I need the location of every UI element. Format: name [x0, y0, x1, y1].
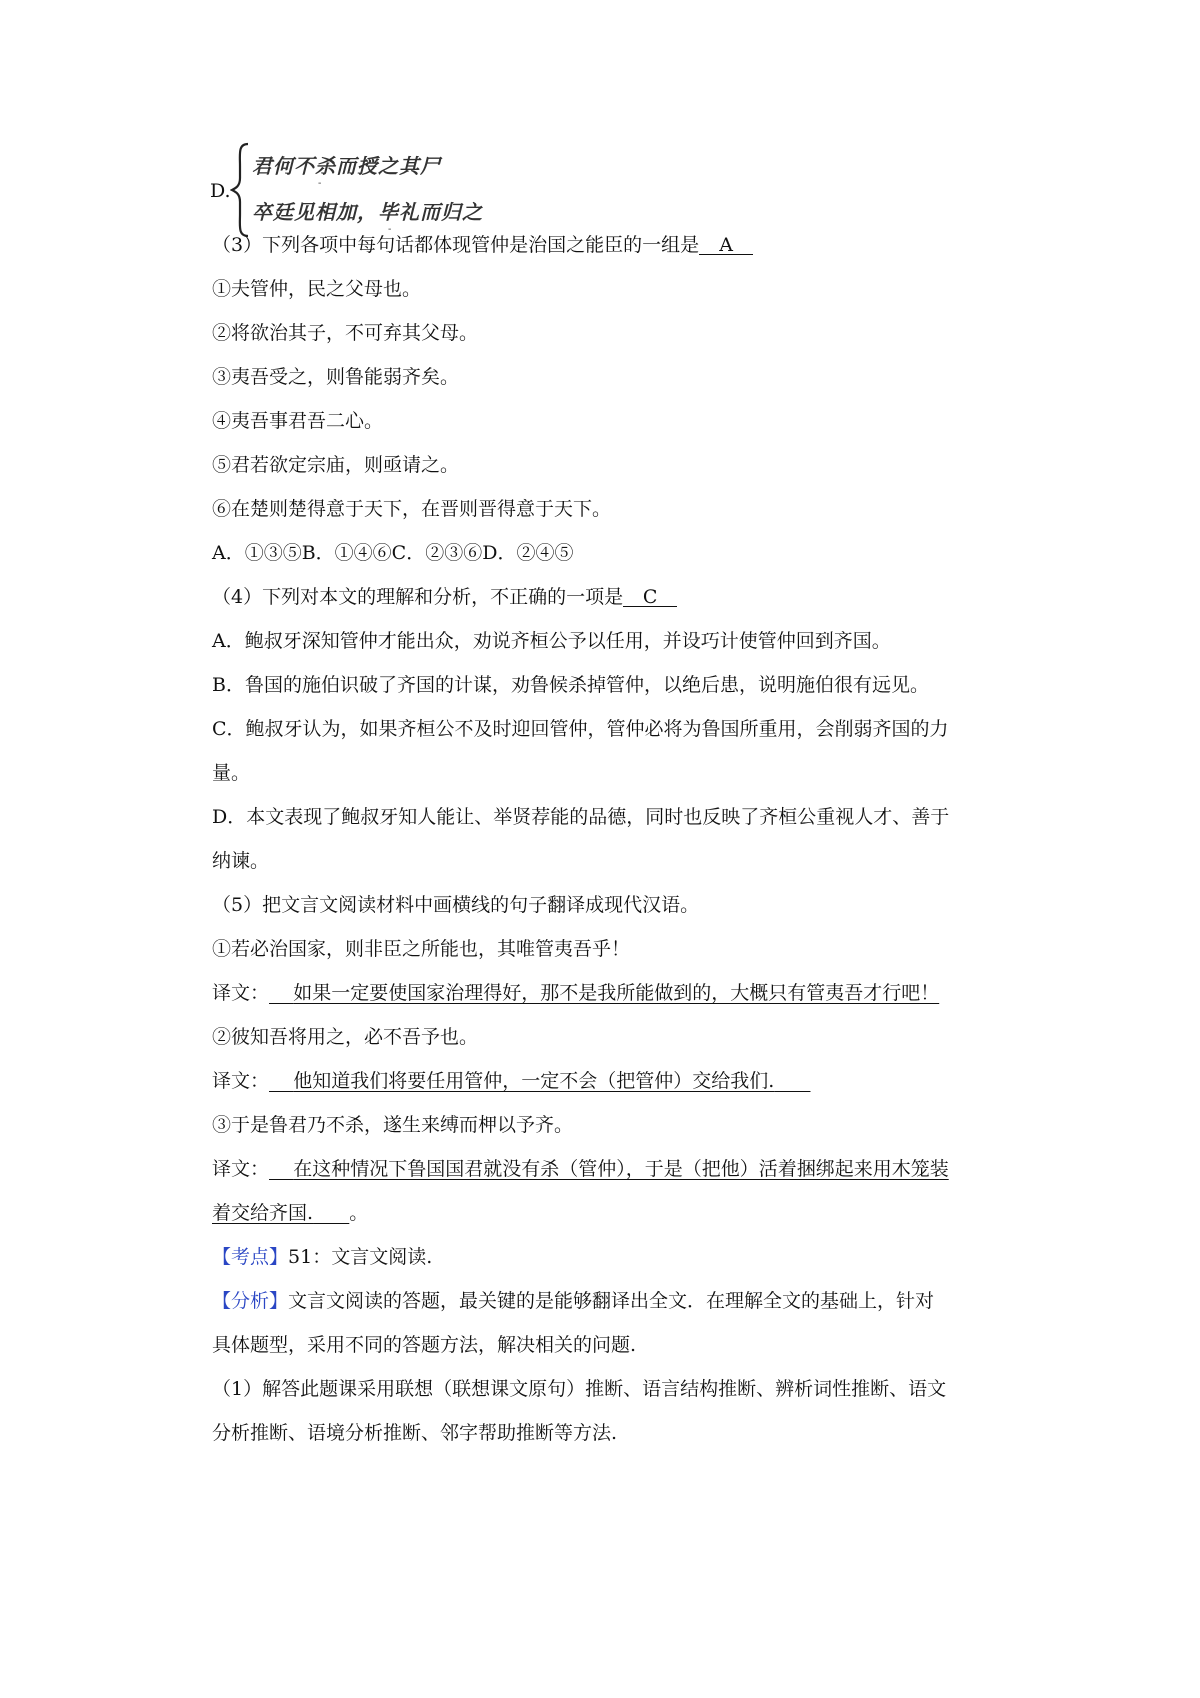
q3-item-3: ③夷吾受之，则鲁能弱齐矣。	[212, 366, 460, 388]
q5-translation-3-line-2	[212, 1200, 368, 1226]
kaodian-text: 51：文言文阅读.	[288, 1246, 433, 1268]
q4-answer	[623, 584, 677, 607]
translation-1	[269, 982, 939, 1004]
q3-item-5: ⑤君若欲定宗庙，则亟请之。	[212, 454, 460, 476]
option-d-line-1: 君何不杀而授之其尸	[252, 154, 441, 178]
q4-answer-text: C	[642, 586, 658, 608]
translation-3	[269, 1158, 949, 1180]
translation-label: 译文：	[212, 982, 270, 1004]
q3-item-2: ②将欲治其子，不可弃其父母。	[212, 322, 479, 344]
kaodian-line	[212, 1244, 432, 1270]
q5-sentence-2: ②彼知吾将用之，必不吾予也。	[212, 1026, 479, 1048]
translation-2-text: 他知道我们将要任用管仲，一定不会（把管仲）交给我们.	[293, 1070, 775, 1092]
fenxi-para-2-line-1: （1）解答此题课采用联想（联想课文原句）推断、语言结构推断、辨析词性推断、语文	[212, 1378, 947, 1400]
q3-item-6: ⑥在楚则楚得意于天下，在晋则晋得意于天下。	[212, 498, 612, 520]
emphasis-dot: -	[388, 224, 392, 235]
translation-3-text-b: 着交给齐国.	[212, 1202, 314, 1224]
q4-option-c-line-1: C．鲍叔牙认为，如果齐桓公不及时迎回管仲，管仲必将为鲁国所重用，会削弱齐国的力	[212, 718, 949, 740]
option-d-label: D.	[210, 180, 231, 202]
q5-sentence-1: ①若必治国家，则非臣之所能也，其唯管夷吾乎！	[212, 938, 631, 960]
q4-option-c-line-2: 量。	[212, 762, 251, 784]
q4-stem: （4）下列对本文的理解和分析，不正确的一项是	[212, 586, 624, 608]
q3-stem: （3）下列各项中每句话都体现管仲是治国之能臣的一组是	[212, 234, 700, 256]
translation-label: 译文：	[212, 1158, 270, 1180]
fenxi-tag: 【分析】	[212, 1290, 289, 1312]
curly-brace-icon	[230, 140, 252, 240]
translation-label: 译文：	[212, 1070, 270, 1092]
translation-3-text-a: 在这种情况下鲁国国君就没有杀（管仲），于是（把他）活着捆绑起来用木笼装	[293, 1158, 949, 1180]
q4-stem-line	[212, 584, 677, 610]
q3-choices: A．①③⑤B．①④⑥C．②③⑥D．②④⑤	[212, 542, 574, 564]
q3-item-4: ④夷吾事君吾二心。	[212, 410, 384, 432]
fenxi-text-1: 文言文阅读的答题，最关键的是能够翻译出全文．在理解全文的基础上，针对	[288, 1290, 935, 1312]
q3-answer	[699, 232, 753, 255]
q5-translation-2-line	[212, 1068, 810, 1094]
option-d-line-2: 卒廷见相加，毕礼而归之	[252, 200, 483, 224]
translation-1-text: 如果一定要使国家治理得好，那不是我所能做到的，大概只有管夷吾才行吧！	[293, 982, 940, 1004]
option-d-image	[210, 140, 510, 240]
q4-option-a: A．鲍叔牙深知管仲才能出众，劝说齐桓公予以任用，并设巧计使管仲回到齐国。	[212, 630, 891, 652]
q4-option-b: B．鲁国的施伯识破了齐国的计谋，劝鲁候杀掉管仲，以绝后患，说明施伯很有远见。	[212, 674, 929, 696]
kaodian-tag: 【考点】	[212, 1246, 289, 1268]
fenxi-line-2: 具体题型，采用不同的答题方法，解决相关的问题.	[212, 1334, 637, 1356]
q4-option-d-line-2: 纳谏。	[212, 850, 270, 872]
q3-stem-line	[212, 232, 753, 258]
q4-option-d-line-1: D．本文表现了鲍叔牙知人能让、举贤荐能的品德，同时也反映了齐桓公重视人才、善于	[212, 806, 950, 828]
translation-3-cont	[212, 1202, 349, 1224]
translation-3-end: 。	[349, 1202, 369, 1224]
q5-stem: （5）把文言文阅读材料中画横线的句子翻译成现代汉语。	[212, 894, 700, 916]
q3-answer-text: A	[719, 234, 733, 256]
fenxi-line-1	[212, 1288, 934, 1314]
translation-2	[269, 1070, 810, 1092]
q5-sentence-3: ③于是鲁君乃不杀，遂生来缚而柙以予齐。	[212, 1114, 574, 1136]
q3-item-1: ①夫管仲，民之父母也。	[212, 278, 422, 300]
q5-translation-3-line-1	[212, 1156, 949, 1182]
fenxi-para-2-line-2: 分析推断、语境分析推断、邻字帮助推断等方法.	[212, 1422, 618, 1444]
emphasis-dot: -	[318, 178, 322, 189]
q5-translation-1-line	[212, 980, 939, 1006]
